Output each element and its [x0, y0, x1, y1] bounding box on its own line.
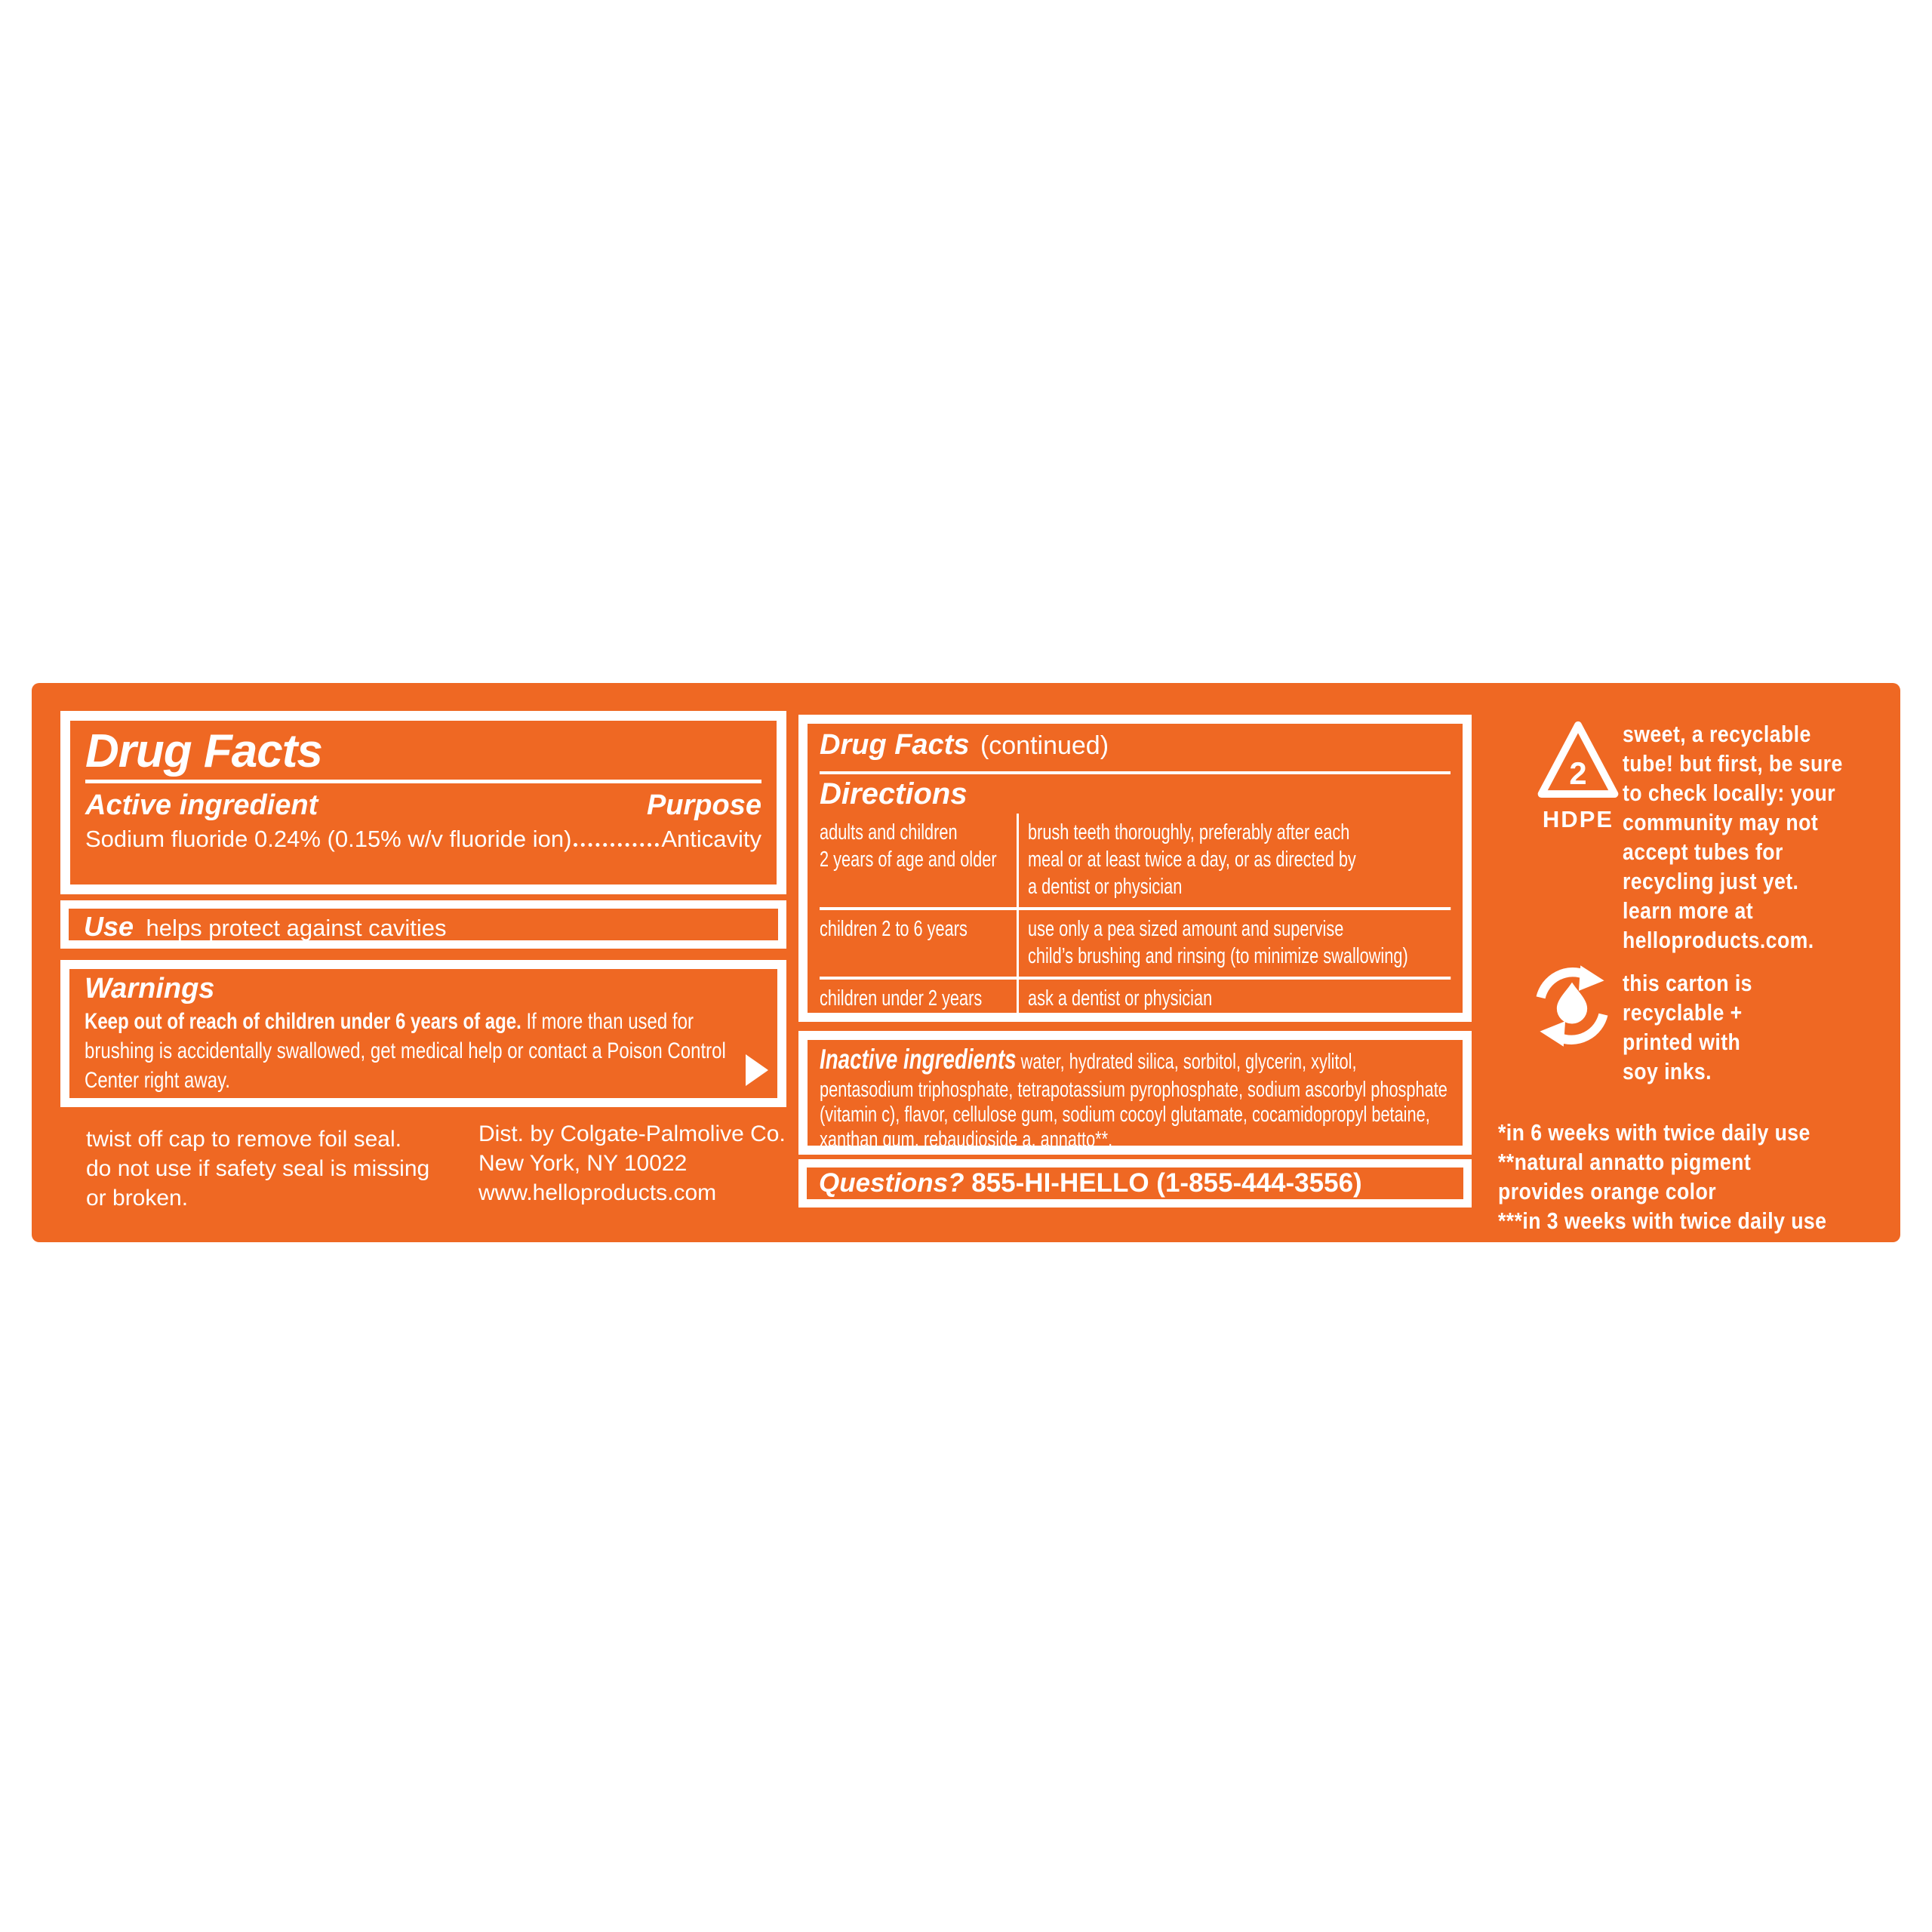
resin-code: 2: [1569, 755, 1587, 791]
footnote-line: **natural annatto pigment: [1498, 1149, 1752, 1175]
note-line: recycling just yet.: [1623, 868, 1799, 894]
hdpe-resin-block: [1530, 721, 1626, 833]
directions-who: 2 years of age and older: [820, 848, 997, 872]
recycle-arrows-icon: [1530, 964, 1614, 1048]
footnotes: [1498, 1118, 1862, 1235]
warnings-box: [60, 960, 786, 1107]
directions-what: meal or at least twice a day, or as directed by: [1028, 848, 1356, 872]
drug-facts-label: [32, 683, 1900, 1242]
directions-heading: Directions: [820, 777, 968, 811]
directions-table: [820, 814, 1451, 1019]
note-line: tube! but first, be sure: [1623, 750, 1843, 777]
resin-label: HDPE: [1542, 806, 1614, 832]
seal-note-line: twist off cap to remove foil seal.: [86, 1127, 401, 1152]
active-ingredient-row: [85, 824, 761, 854]
directions-what: child’s brushing and rinsing (to minimize swallowing): [1028, 944, 1408, 968]
tube-recycling-note: [1623, 719, 1857, 955]
warnings-bold-text: Keep out of reach of children under 6 years of age.: [85, 1009, 521, 1034]
directions-row: [820, 977, 1451, 1019]
note-line: recyclable +: [1623, 999, 1743, 1026]
directions-box: [798, 715, 1472, 1022]
active-ingredient-name: Sodium fluoride 0.24% (0.15% w/v fluoride ion): [85, 826, 572, 852]
directions-who: adults and children: [820, 820, 958, 844]
note-line: soy inks.: [1623, 1058, 1712, 1084]
dot-leader: [574, 843, 659, 847]
purpose-heading: Purpose: [646, 789, 761, 821]
footnote-line: provides orange color: [1498, 1178, 1717, 1204]
note-line: this carton is: [1623, 970, 1752, 996]
warnings-rest-text: If more than used for brushing is accidentally swallowed, get medical help or contact a Poison Control Center right away.: [85, 1009, 726, 1093]
seal-note-line: do not use if safety seal is missing: [86, 1156, 430, 1181]
questions-box: [798, 1159, 1472, 1208]
carton-recycling-note: [1623, 968, 1857, 1086]
active-ingredient-box: [60, 711, 786, 894]
questions-phone: 855-HI-HELLO (1-855-444-3556): [964, 1168, 1362, 1198]
use-box: [60, 900, 786, 949]
seal-note: [86, 1124, 478, 1213]
note-line: learn more at: [1623, 897, 1754, 924]
note-line: sweet, a recyclable: [1623, 721, 1811, 747]
warnings-text: [85, 1007, 762, 1095]
drug-facts-continued-title: Drug Facts: [820, 729, 970, 761]
continued-suffix: (continued): [980, 731, 1109, 760]
questions-heading: Questions?: [819, 1168, 964, 1198]
use-text: helps protect against cavities: [146, 915, 447, 941]
continue-arrow-icon: [746, 1054, 768, 1086]
note-line: helloproducts.com.: [1623, 927, 1814, 953]
footnote-line: *in 6 weeks with twice daily use: [1498, 1119, 1810, 1146]
inactive-ingredients-box: [798, 1031, 1472, 1155]
note-line: community may not: [1623, 809, 1819, 835]
directions-row: [820, 814, 1451, 907]
note-line: to check locally: your: [1623, 780, 1836, 806]
inactive-ingredients-list: water, hydrated silica, sorbitol, glycerin, xylitol, pentasodium triphosphate, tetrapotassium pyrophosphate, sodium ascorbyl phosphate (vitamin c), flavor, cellulose gum, sodium cocoyl glutamate, cocamidopropyl betaine, xanthan gum, rebaudioside a, annatto**.: [820, 1050, 1447, 1152]
directions-what: ask a dentist or physician: [1028, 986, 1213, 1011]
inactive-ingredients-text: [820, 1041, 1451, 1152]
directions-row: [820, 907, 1451, 977]
note-line: accept tubes for: [1623, 838, 1783, 865]
seal-note-line: or broken.: [86, 1186, 189, 1211]
inactive-ingredients-heading: Inactive ingredients: [820, 1044, 1017, 1075]
footnote-line: ***in 3 weeks with twice daily use: [1498, 1208, 1827, 1234]
use-heading: Use: [84, 911, 134, 942]
directions-what: a dentist or physician: [1028, 875, 1183, 899]
note-line: printed with: [1623, 1029, 1741, 1055]
purpose-value: Anticavity: [661, 826, 761, 852]
distributor-website: www.helloproducts.com: [478, 1180, 717, 1205]
distributor-line: Dist. by Colgate-Palmolive Co.: [478, 1121, 786, 1146]
directions-what: brush teeth thoroughly, preferably after each: [1028, 820, 1350, 844]
distributor-line: New York, NY 10022: [478, 1151, 688, 1176]
active-ingredient-heading: Active ingredient: [85, 789, 318, 821]
warnings-heading: Warnings: [85, 973, 215, 1004]
directions-who: children 2 to 6 years: [820, 917, 968, 941]
drug-facts-title: Drug Facts: [85, 725, 322, 777]
directions-what: use only a pea sized amount and supervise: [1028, 917, 1344, 941]
hdpe-triangle-icon: [1537, 721, 1620, 799]
divider: [85, 780, 761, 783]
distributor-note: [478, 1119, 803, 1208]
directions-who: children under 2 years: [820, 986, 983, 1011]
